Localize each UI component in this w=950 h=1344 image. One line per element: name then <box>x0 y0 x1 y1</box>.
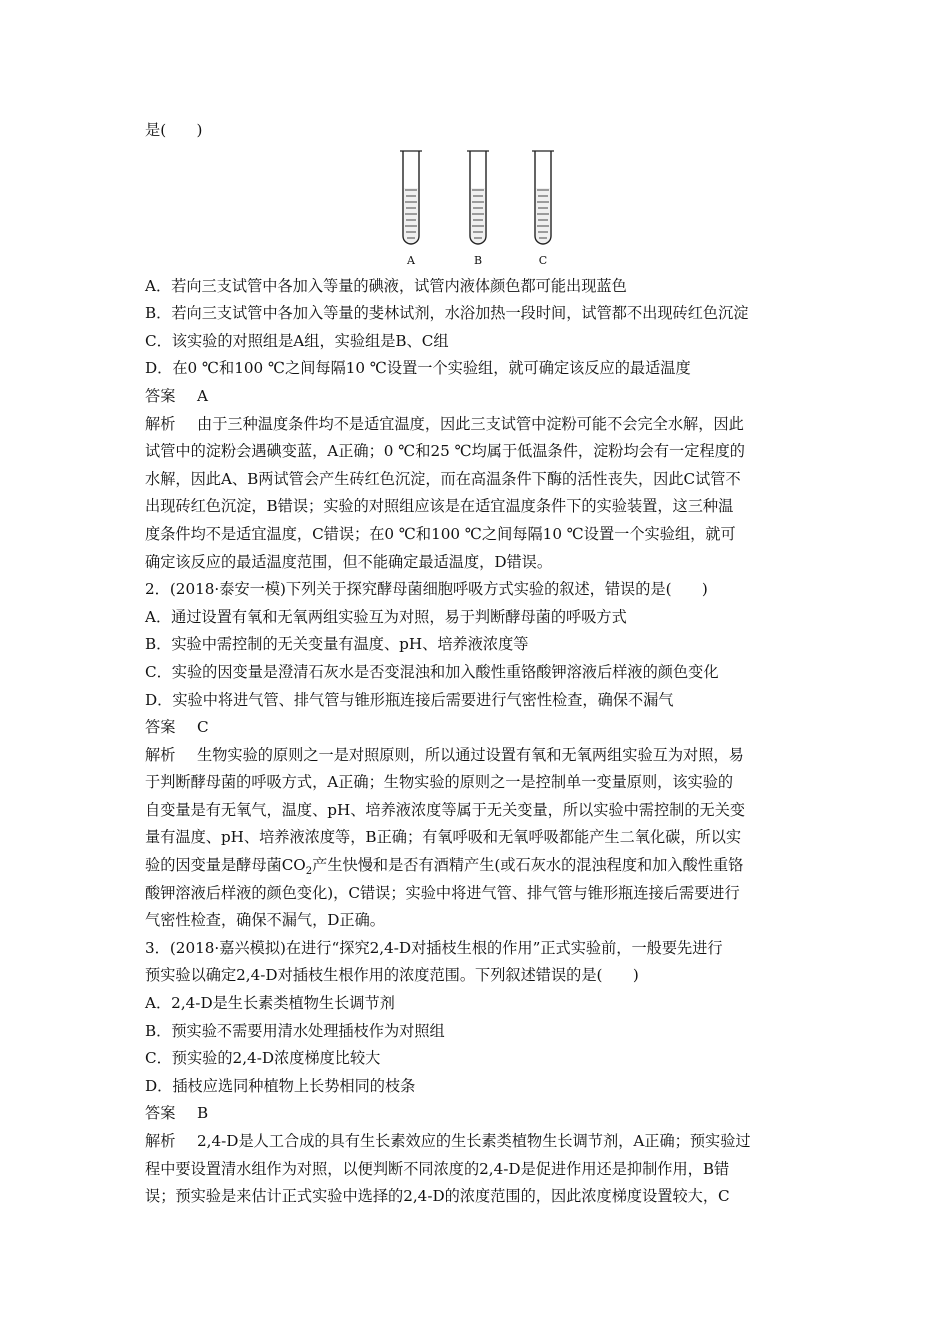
q2-option-d: D．实验中将进气管、排气管与锥形瓶连接后需要进行气密性检查，确保不漏气 <box>145 690 674 709</box>
analysis-label: 解析 <box>145 414 176 433</box>
q2-option-a: A．通过设置有氧和无氧两组实验互为对照，易于判断酵母菌的呼吸方式 <box>145 607 627 626</box>
answer-value: C <box>197 718 209 737</box>
q3-option-d: D．插枝应选同种植物上长势相同的枝条 <box>145 1076 416 1095</box>
q2-analysis-line: 解析 生物实验的原则之一是对照原则，所以通过设置有氧和无氧两组实验互为对照，易 <box>145 742 817 770</box>
q2-analysis-line: 气密性检查，确保不漏气，D正确。 <box>145 911 385 930</box>
q1-analysis-line: 度条件均不是适宜温度，C错误；在0 ℃和100 ℃之间每隔10 ℃设置一个实验组，就可 <box>145 524 736 543</box>
test-tube-figure <box>145 147 817 270</box>
analysis-label: 解析 <box>145 745 176 764</box>
q1-answer <box>145 383 817 411</box>
q1-analysis-line: 出现砖红色沉淀，B错误；实验的对照组应该是在适宜温度条件下的实验装置，这三种温 <box>145 497 734 516</box>
q3-option-a: A．2,4-D是生长素类植物生长调节剂 <box>145 994 395 1013</box>
q2-answer <box>145 714 817 742</box>
q2-analysis-line: 量有温度、pH、培养液浓度等，B正确；有氧呼吸和无氧呼吸都能产生二氧化碳，所以实 <box>145 828 742 847</box>
tube-label-b: B <box>473 253 483 267</box>
answer-label: 答案 <box>145 718 176 737</box>
q1-stem-tail: 是( ) <box>145 121 203 139</box>
document-content <box>145 117 817 1211</box>
test-tube-b <box>465 150 491 267</box>
q2-stem: 2．(2018·泰安一模)下列关于探究酵母菌细胞呼吸方式实验的叙述，错误的是( ) <box>145 580 708 599</box>
q3-answer <box>145 1100 817 1128</box>
test-tube-c <box>530 150 556 267</box>
q3-stem-line: 预实验以确定2,4-D对插枝生根作用的浓度范围。下列叙述错误的是( ) <box>145 966 639 985</box>
q1-option-b: B．若向三支试管中各加入等量的斐林试剂，水浴加热一段时间，试管都不出现砖红色沉淀 <box>145 304 749 323</box>
answer-label: 答案 <box>145 1104 176 1123</box>
q2-analysis-line: 酸钾溶液后样液的颜色变化)，C错误；实验中将进气管、排气管与锥形瓶连接后需要进行 <box>145 883 740 902</box>
q1-option-d: D．在0 ℃和100 ℃之间每隔10 ℃设置一个实验组，就可确定该反应的最适温度 <box>145 359 691 378</box>
q3-option-b: B．预实验不需要用清水处理插枝作为对照组 <box>145 1021 445 1040</box>
answer-label: 答案 <box>145 386 176 405</box>
q3-stem-line: 3．(2018·嘉兴模拟)在进行“探究2,4-D对插枝生根的作用”正式实验前，一般要先进行 <box>145 938 723 957</box>
q2-analysis-line: 于判断酵母菌的呼吸方式，A正确；生物实验的原则之一是控制单一变量原则，该实验的 <box>145 773 734 792</box>
q1-analysis-line: 试管中的淀粉会遇碘变蓝，A正确；0 ℃和25 ℃均属于低温条件，淀粉均会有一定程度的 <box>145 442 745 461</box>
q2-analysis-line: 自变量是有无氧气，温度、pH、培养液浓度等属于无关变量，所以实验中需控制的无关变 <box>145 800 746 819</box>
tube-label-c: C <box>538 253 548 267</box>
q1-option-c: C．该实验的对照组是A组，实验组是B、C组 <box>145 331 449 350</box>
q1-analysis-line: 解析 由于三种温度条件均不是适宜温度，因此三支试管中淀粉可能不会完全水解，因此 <box>145 411 817 439</box>
q3-option-c: C．预实验的2,4-D浓度梯度比较大 <box>145 1049 381 1068</box>
q1-analysis-line: 水解，因此A、B两试管会产生砖红色沉淀，而在高温条件下酶的活性丧失，因此C试管不 <box>145 469 741 488</box>
q1-option-a: A．若向三支试管中各加入等量的碘液，试管内液体颜色都可能出现蓝色 <box>145 276 627 295</box>
q3-analysis-line: 误；预实验是来估计正式实验中选择的2,4-D的浓度范围的，因此浓度梯度设置较大，C <box>145 1187 730 1206</box>
q1-analysis-line: 确定该反应的最适温度范围，但不能确定最适温度，D错误。 <box>145 552 553 571</box>
answer-value: B <box>197 1104 209 1123</box>
analysis-label: 解析 <box>145 1132 176 1150</box>
tube-label-a: A <box>407 253 415 267</box>
answer-value: A <box>197 386 208 405</box>
q2-analysis-line: 验的因变量是酵母菌$CO_2$产生快慢和是否有酒精产生(或石灰水的混浊程度和加入酸性重铬 <box>145 856 744 878</box>
test-tube-a <box>398 150 424 267</box>
q2-option-c: C．实验的因变量是澄清石灰水是否变混浊和加入酸性重铬酸钾溶液后样液的颜色变化 <box>145 662 719 681</box>
q3-analysis-line: 程中要设置清水组作为对照，以便判断不同浓度的2,4-D是促进作用还是抑制作用，B错 <box>145 1159 730 1178</box>
q2-option-b: B．实验中需控制的无关变量有温度、pH、培养液浓度等 <box>145 635 529 654</box>
q3-analysis-line: 解析 2,4-D是人工合成的具有生长素效应的生长素类植物生长调节剂，A正确；预实验过 <box>145 1128 817 1156</box>
